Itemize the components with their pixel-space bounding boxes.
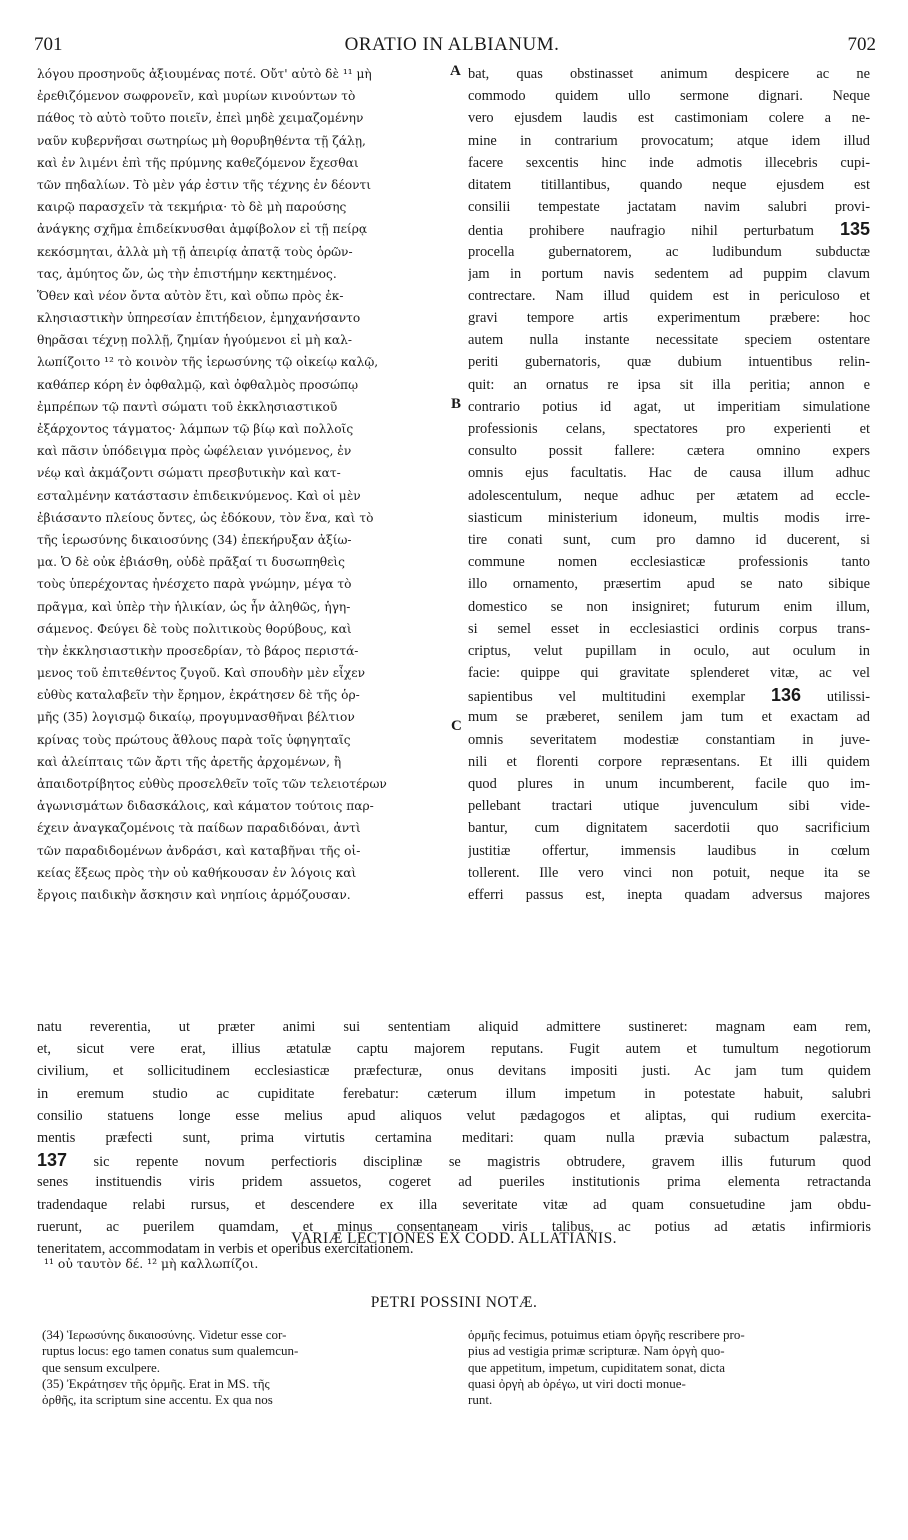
- greek-line: [37, 640, 447, 662]
- greek-line-text: πρᾶγμα, καὶ ὑπὲρ τὴν ἡλικίαν, ὡς ἦν ἀληθῶς, ἡγη-: [37, 599, 351, 614]
- greek-line: [37, 241, 447, 263]
- latin-line-text: adolescentulum, neque adhuc per ætatem ad eccle-: [468, 487, 870, 504]
- greek-line: [37, 152, 447, 174]
- note-line: [42, 1343, 440, 1359]
- note-line-text: que sensum exculpere.: [42, 1359, 161, 1375]
- greek-line: [37, 196, 447, 218]
- greek-line: [37, 351, 447, 373]
- note-line: [42, 1327, 440, 1343]
- greek-line: [37, 596, 447, 618]
- latin-line-text: nili et florenti corpore repræsentans. Et illi quidem: [468, 753, 870, 770]
- note-line: [42, 1376, 440, 1392]
- full-width-line: [37, 1060, 871, 1082]
- latin-line: [468, 241, 870, 263]
- latin-line-text: omnis severitatem modestiæ constantiam in juve-: [468, 731, 870, 748]
- greek-line: [37, 795, 447, 817]
- greek-line: [37, 862, 447, 884]
- full-width-line-text: sic repente novum perfectioris disciplinæ se magistris obtrudere, gravem illis futurum quod: [93, 1154, 871, 1171]
- greek-line: [37, 329, 447, 351]
- marginal-page-number: 135: [839, 219, 870, 240]
- greek-line-text: λόγου προσηνοῦς ἀξιουμένας ποτέ. Οὔτ' αὐτὸ δὲ ¹¹ μὴ: [37, 67, 372, 81]
- greek-line: [37, 817, 447, 839]
- note-line: [42, 1360, 440, 1376]
- greek-line: [37, 706, 447, 728]
- note-line: [468, 1392, 870, 1408]
- latin-line: [468, 529, 870, 551]
- latin-line: [468, 729, 870, 751]
- greek-line-text: μενος τοῦ ἐπιτεθέντος ζυγοῦ. Καὶ σπουδὴν μὲν εἶχεν: [37, 666, 365, 681]
- greek-line-text: σάμενος. Φεύγει δὲ τοὺς πολιτικοὺς θορύβους, καὶ: [37, 621, 352, 636]
- latin-line: [468, 640, 870, 662]
- greek-line-text: κεκόσμηται, ἀλλὰ μὴ τῇ ἀπειρίᾳ ἀπατᾷ τοὺς ὁρῶν-: [37, 244, 353, 259]
- latin-line-text: tollerent. Ille vero vinci non potuit, neque ita se: [468, 864, 870, 881]
- greek-line-text: ἐβιάσαντο πλείους ὄντες, ὡς ἐδόκουν, τὸν ἕνα, καὶ τὸ: [37, 510, 374, 525]
- latin-line-text: facere sexcentis hinc inde admotis illecebris cupi-: [468, 154, 870, 171]
- latin-line-text: si semel esset in ecclesiastici ordinis corpus trans-: [468, 620, 870, 637]
- greek-text-column: [37, 63, 447, 906]
- latin-line-text: omnis ejus facultatis. Hac de causa illum adhuc: [468, 465, 870, 482]
- greek-line: [37, 618, 447, 640]
- greek-line: [37, 684, 447, 706]
- greek-line-text: τῶν παραδιδομένων ἀνδράσι, καὶ καταβῆναι τῆς οἰ-: [37, 843, 361, 858]
- full-width-line: [37, 1127, 871, 1149]
- greek-line: [37, 462, 447, 484]
- note-line: [468, 1343, 870, 1359]
- right-page-number: 702: [847, 34, 876, 55]
- latin-line-text: commodo quidem ullo sermone dignari. Neque: [468, 88, 870, 105]
- latin-line: [468, 329, 870, 351]
- full-width-line-text: ruerunt, ac puerilem quamdam, et minus consentaneam viris talibus, ac potius ad ætatis infirmioris: [37, 1218, 871, 1235]
- latin-text-column: [468, 63, 870, 906]
- marginal-page-number: 137: [37, 1150, 68, 1171]
- latin-line-text: efferri passus est, inepta quadam adversus majores: [468, 886, 870, 903]
- latin-line-text: consilii tempestate jactatam navim salubri provi-: [468, 199, 870, 216]
- latin-line: [468, 751, 870, 773]
- greek-line: [37, 884, 447, 906]
- greek-line-text: καὶ ἐν λιμένι ἐπὶ τῆς πρύμνης καθεζόμενον ἔχεσθαι: [37, 155, 359, 170]
- note-line-text: runt.: [468, 1392, 493, 1408]
- latin-line: [468, 396, 870, 418]
- greek-line: [37, 529, 447, 551]
- greek-line-text: τὴν ἐκκλησιαστικὴν προσεδρίαν, τὸ βάρος περιστά-: [37, 643, 359, 658]
- latin-line-continuation: utilissi-: [826, 689, 870, 706]
- latin-line-text: justitiæ offertur, immensis laudibus in cœlum: [468, 842, 870, 859]
- latin-line: [468, 706, 870, 728]
- greek-line-text: έχειν ἀναγκαζομένοις τὰ παίδων παραδιδόναι, ἀντὶ: [37, 821, 361, 836]
- greek-line-text: κρίνας τοὺς πρώτους ἄθλους παρὰ τοῖς ὑφηγηταῖς: [37, 732, 351, 747]
- latin-line-text: facie: quippe qui gravitate splenderet vitæ, ac vel: [468, 665, 870, 682]
- greek-line: [37, 374, 447, 396]
- notes-left-column: [42, 1327, 440, 1408]
- note-line-text: (34) Ἱερωσύνης δικαιοσύνης. Videtur esse cor-: [42, 1327, 287, 1342]
- greek-line: [37, 263, 447, 285]
- full-width-line: [37, 1038, 871, 1060]
- latin-line: [468, 507, 870, 529]
- full-width-line-text: consilio statuens longe esse melius apud aliquos velut pædagogos et aliptas, qui rudium exercita-: [37, 1107, 871, 1124]
- latin-line-text: consulto possit fallere: cætera omnino expers: [468, 443, 870, 460]
- latin-line-text: mum se præberet, senilem jam tum et exactam ad: [468, 709, 870, 726]
- greek-line: [37, 751, 447, 773]
- full-width-line: [37, 1105, 871, 1127]
- greek-line: [37, 418, 447, 440]
- greek-line-text: νέῳ καὶ ἀκμάζοντι σώματι πρεσβυτικὴν καὶ κατ-: [37, 466, 341, 481]
- greek-line-text: ἀγωνισμάτων διδασκάλοις, καὶ κάματον τούτοις παρ-: [37, 799, 374, 814]
- latin-line: [468, 351, 870, 373]
- full-width-line-text: natu reverentia, ut præter animi sui sententiam aliquid admittere sustineret: magnam eam rem,: [37, 1019, 871, 1035]
- latin-line: [468, 462, 870, 484]
- margin-letter-c: C: [451, 718, 462, 734]
- full-width-line-text: et, sicut vere erat, illius ætatulæ captu majorem reputans. Fugit autem et tumultum negotiorum: [37, 1041, 871, 1058]
- latin-line: [468, 174, 870, 196]
- full-width-line-text: in eremum studio ac cupiditate ferebatur: cæterum illum impetum in potestate habuit, salubri: [37, 1085, 871, 1102]
- note-line-text: que appetitum, impetum, cupiditatem sonat, dicta: [468, 1359, 726, 1375]
- greek-line: [37, 218, 447, 240]
- latin-line: [468, 884, 870, 906]
- full-width-line: [37, 1171, 871, 1193]
- latin-line: [468, 374, 870, 396]
- latin-line-text: pellebant tractari utique juvenculum sibi vide-: [468, 798, 870, 815]
- latin-line: [468, 196, 870, 218]
- note-line-text: quasi ὀργὴ ab ὀρέγω, ut viri docti monue-: [468, 1375, 686, 1391]
- latin-line-text: gravi tempore artis experimentum præbere: hoc: [468, 310, 870, 327]
- greek-line: [37, 85, 447, 107]
- greek-line: [37, 485, 447, 507]
- greek-line-text: ἔργοις παιδικὴν ἄσκησιν καὶ νηπίοις ἁρμόζουσαν.: [37, 887, 351, 902]
- greek-line: [37, 840, 447, 862]
- greek-line-text: μῆς (35) λογισμῷ δικαίῳ, προγυμνασθῆναι βέλτιον: [37, 710, 355, 725]
- note-line: [468, 1360, 870, 1376]
- latin-line: [468, 618, 870, 640]
- greek-line: [37, 107, 447, 129]
- greek-line-text: ἀνάγκης σχῆμα ἐπιδείκνυσθαι ἀμφίβολον εἰ τῇ πείρᾳ: [37, 222, 368, 237]
- full-width-latin-text: [37, 1016, 871, 1260]
- full-width-line-text: tradendaque relabi rursus, et descendere ex illa severitate vitæ ad quam consuetudine jam obdu-: [37, 1196, 871, 1213]
- latin-line: [468, 596, 870, 618]
- full-width-line-text: civilium, et sollicitudinem ecclesiasticæ præfecturæ, onus devitans impositi justi. Ac jam tum quidem: [37, 1063, 871, 1080]
- greek-line-text: τῆς ἱερωσύνης δικαιοσύνης (34) ἐπεκήρυξαν ἀξίω-: [37, 532, 352, 547]
- greek-line-text: ἐμπρέπων τῷ παντὶ σώματι τοῦ ἐκκλησιαστικοῦ: [37, 399, 338, 414]
- latin-line-text: quit: an ornatus re ipsa sit illa peritia; annon e: [468, 376, 870, 393]
- note-line: [42, 1392, 440, 1408]
- greek-line-text: μα. Ὁ δὲ οὐκ ἐβιάσθη, οὐδὲ πρᾶξαί τι δυσωπηθεὶς: [37, 555, 346, 570]
- greek-line-text: καιρῷ παρασχεῖν τὰ τεκμήρια· τὸ δὲ μὴ παρούσης: [37, 200, 347, 215]
- greek-line-text: κλησιαστικὴν ὑπηρεσίαν ἐπιτήδειον, ἐμηχανήσαντο: [37, 311, 361, 326]
- latin-line: [468, 440, 870, 462]
- marginal-page-number: 136: [770, 685, 802, 706]
- latin-line: [468, 307, 870, 329]
- latin-line: [468, 817, 870, 839]
- greek-line-text: ναῦν κυβερνῆσαι σωτηρίως μὴ θορυβηθέντα τῇ ζάλῃ,: [37, 133, 366, 148]
- latin-line-text: sapientibus vel multitudini exemplar: [468, 689, 746, 706]
- greek-line-text: καὶ ἀλείπταις τῶν ἄρτι τῆς ἀρετῆς ἀρχομένων, ἢ: [37, 754, 342, 769]
- greek-line-text: λωπίζοιτο ¹² τὸ κοινὸν τῆς ἱερωσύνης τῷ οἰκείῳ καλῷ,: [37, 355, 379, 370]
- greek-line: [37, 174, 447, 196]
- greek-line-text: καθάπερ κόρη ἐν ὀφθαλμῷ, καὶ ὀφθαλμὸς προσώπῳ: [37, 377, 359, 392]
- full-width-line-text: senes instituendis viris pridem assuetos, cogeret ad pueriles institutionis prima elementa retractanda: [37, 1174, 871, 1191]
- latin-line: [468, 85, 870, 107]
- greek-line-text: κείας ἕξεως πρὸς τὴν οὐ καθήκουσαν ἐν λόγοις καὶ: [37, 865, 357, 880]
- left-page-number: 701: [34, 34, 63, 55]
- greek-line: [37, 130, 447, 152]
- greek-line-text: πάθος τὸ αὐτὸ τοῦτο ποιεῖν, ἐπεὶ μηδὲ χειμαζομένην: [37, 111, 364, 126]
- note-line-text: ὀρθῆς, ita scriptum sine accentu. Ex qua nos: [42, 1392, 273, 1408]
- latin-line: [468, 218, 870, 240]
- latin-line-text: dentia prohibere naufragio nihil perturbatum: [468, 223, 814, 240]
- variae-lectiones-heading: VARIÆ LECTIONES EX CODD. ALLATIANIS.: [291, 1230, 617, 1247]
- margin-letter-a: A: [450, 63, 461, 79]
- latin-line-text: criptus, velut pupillam in oculo, aut oculum in: [468, 642, 870, 659]
- greek-line: [37, 551, 447, 573]
- latin-line: [468, 773, 870, 795]
- greek-line-text: τας, ἀμύητος ὤν, ὡς τὴν ἐπιστήμην κεκτημένος.: [37, 266, 337, 281]
- latin-line-text: bat, quas obstinasset animum despicere ac ne: [468, 66, 870, 82]
- greek-line: [37, 507, 447, 529]
- latin-line: [468, 573, 870, 595]
- latin-line-text: commune nomen ecclesiasticæ professionis tanto: [468, 554, 870, 571]
- latin-line-text: procella gubernatorem, ac ludibundum subductæ: [468, 243, 870, 260]
- latin-line-text: vero ejusdem laudis est castimoniam colere a ne-: [468, 110, 870, 127]
- note-line-text: pius ad vestigia primæ scripturæ. Nam ὀργὴ quo-: [468, 1343, 725, 1359]
- greek-line-text: τῶν πηδαλίων. Τὸ μὲν γάρ ἐστιν τῆς τέχνης ἐν δέοντι: [37, 177, 372, 192]
- margin-letter-b: B: [451, 396, 462, 412]
- latin-line: [468, 662, 870, 684]
- greek-line-text: ἐξάρχοντος τάγματος· λάμπων τῷ βίῳ καὶ πολλοῖς: [37, 422, 354, 436]
- greek-line: [37, 662, 447, 684]
- latin-line: [468, 795, 870, 817]
- greek-line-text: ἐρεθιζόμενον σωφρονεῖν, καὶ μυρίων κινούντων τὸ: [37, 89, 356, 104]
- latin-line: [468, 263, 870, 285]
- latin-line: [468, 551, 870, 573]
- running-title: ORATIO IN ALBIANUM.: [344, 34, 560, 55]
- latin-line-text: jam in portum navis sedentem ad puppim clavum: [468, 265, 870, 282]
- latin-line: [468, 107, 870, 129]
- greek-line-text: τοὺς ὑπερέχοντας ἠνέσχετο παρὰ γνώμην, μέγα τὸ: [37, 577, 352, 592]
- full-width-line: [37, 1149, 871, 1171]
- latin-line: [468, 840, 870, 862]
- greek-line-text: θηρᾶσαι τέχνῃ πολλῇ, ζημίαν ἡγούμενοι εἰ μὴ καλ-: [37, 333, 352, 348]
- greek-line-text: καὶ πᾶσιν ὑπόδειγμα πρὸς ὠφέλειαν γινόμενος, ἐν: [37, 444, 352, 459]
- latin-line: [468, 63, 870, 85]
- latin-line: [468, 418, 870, 440]
- greek-line: [37, 63, 447, 85]
- greek-line: [37, 307, 447, 329]
- note-line-text: (35) Ἐκράτησεν τῆς ὀρμῆς. Erat in MS. τῆς: [42, 1375, 270, 1391]
- latin-line-text: autem nulla instante necessitate speciem ostentare: [468, 332, 870, 349]
- full-width-line-text: teneritatem, accommodatam in verbis et operibus exercitationem.: [37, 1240, 414, 1257]
- latin-line-text: siasticum ministerium idoneum, multis modis irre-: [468, 509, 870, 526]
- note-line-text: ὁρμῆς fecimus, potuimus etiam ὀργῆς rescribere pro-: [468, 1327, 745, 1342]
- greek-line-text: ἀπαιδοτρίβητος εὐθὺς προσελθεῖν τοῖς τῶν τελειοτέρων: [37, 777, 387, 791]
- full-width-line: [37, 1194, 871, 1216]
- greek-line-text: Ὅθεν καὶ νέον ὄντα αὐτὸν ἔτι, καὶ οὔπω πρὸς ἐκ-: [37, 288, 344, 303]
- latin-line-text: contrario potius id agat, ut imperitiam simulatione: [468, 398, 870, 415]
- full-width-line: [37, 1016, 871, 1038]
- greek-line-text: εσταλμένην κατάστασιν ἐπιδεικνύμενος. Καὶ οἱ μὲν: [37, 488, 361, 503]
- latin-line: [468, 285, 870, 307]
- latin-line-text: tire conati sunt, cum pro damno id ducerent, si: [468, 531, 870, 548]
- latin-line-text: ditatem titillantibus, quando neque ejusdem est: [468, 176, 870, 193]
- latin-line-text: contrectare. Nam illud quidem est in periculoso et: [468, 287, 870, 304]
- greek-line: [37, 773, 447, 795]
- latin-line: [468, 152, 870, 174]
- latin-line-text: domestico se non insigniret; futurum enim illum,: [468, 598, 870, 615]
- greek-line: [37, 573, 447, 595]
- latin-line: [468, 130, 870, 152]
- latin-line-text: bantur, cum dignitatem sacerdotii quo sacrificium: [468, 820, 870, 837]
- latin-line: [468, 684, 870, 706]
- greek-line: [37, 729, 447, 751]
- greek-line: [37, 440, 447, 462]
- latin-line-text: quod plures in unum incumberent, facile quo im-: [468, 776, 870, 792]
- latin-line-text: mine in contrarium provocatum; atque idem illud: [468, 132, 870, 149]
- latin-line: [468, 862, 870, 884]
- running-header: [28, 34, 876, 60]
- note-line: [468, 1376, 870, 1392]
- full-width-line-text: mentis præfecti sunt, prima virtutis certamina meditari: quam nulla prævia subactum palæstra,: [37, 1129, 871, 1146]
- latin-line-text: periti gubernatoris, quæ dubium intuentibus relin-: [468, 354, 870, 371]
- latin-line-text: illo ornamento, præsertim apud se nato sibique: [468, 576, 870, 593]
- greek-line: [37, 285, 447, 307]
- note-line: [468, 1327, 870, 1343]
- latin-line-text: professionis celans, spectatores pro experienti et: [468, 421, 870, 437]
- greek-line-text: εὐθὺς καταλαβεῖν τὴν ἔρημον, ἐκράτησεν δὲ τῆς ὁρ-: [37, 688, 360, 703]
- notes-right-column: [468, 1327, 870, 1408]
- latin-line: [468, 485, 870, 507]
- notes-heading: PETRI POSSINI NOTÆ.: [370, 1294, 538, 1311]
- variae-lectiones-text: ¹¹ οὐ ταυτὸν δέ. ¹² μὴ καλλωπίζοι.: [44, 1256, 259, 1271]
- note-line-text: ruptus locus: ego tamen conatus sum qualemcun-: [42, 1343, 299, 1359]
- full-width-line: [37, 1083, 871, 1105]
- greek-line: [37, 396, 447, 418]
